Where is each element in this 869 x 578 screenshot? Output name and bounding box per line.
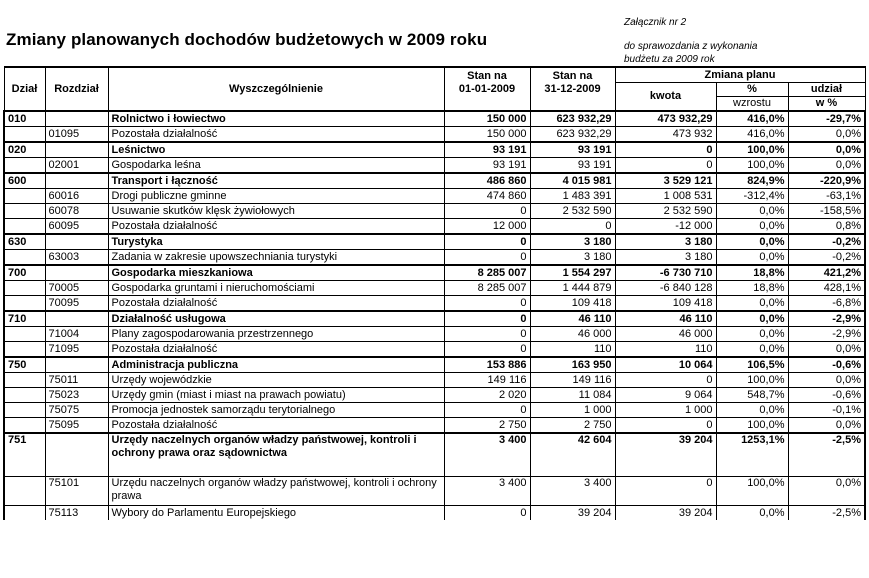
table-row bbox=[4, 234, 865, 250]
cell-wzrost: 0,0% bbox=[716, 204, 788, 219]
cell-udzial: -0,6% bbox=[788, 357, 865, 373]
header-stan-1 bbox=[444, 67, 530, 111]
cell-name: Pozostała działalność bbox=[108, 418, 444, 434]
annex-note bbox=[624, 16, 757, 66]
cell-wzrost: 100,0% bbox=[716, 158, 788, 174]
cell-kwota: -6 730 710 bbox=[615, 265, 716, 281]
cell-rozdzial: 60016 bbox=[45, 189, 108, 204]
cell-wzrost: 416,0% bbox=[716, 127, 788, 143]
cell-rozdzial bbox=[45, 357, 108, 373]
cell-kwota: 3 180 bbox=[615, 250, 716, 266]
cell-stan-2: 110 bbox=[530, 342, 615, 358]
table-row bbox=[4, 219, 865, 235]
cell-stan-1: 0 bbox=[444, 311, 530, 327]
table-row bbox=[4, 506, 865, 521]
cell-udzial: 0,0% bbox=[788, 342, 865, 358]
cell-udzial: 0,0% bbox=[788, 477, 865, 506]
cell-dzial bbox=[4, 388, 45, 403]
cell-dzial bbox=[4, 342, 45, 358]
cell-wzrost: 0,0% bbox=[716, 342, 788, 358]
table-row bbox=[4, 357, 865, 373]
header-stan-1-label: Stan na bbox=[467, 70, 507, 82]
table-row bbox=[4, 142, 865, 158]
cell-stan-2: 2 532 590 bbox=[530, 204, 615, 219]
cell-name: Pozostała działalność bbox=[108, 296, 444, 312]
header-zmiana-planu: Zmiana planu bbox=[615, 67, 865, 83]
cell-kwota: 0 bbox=[615, 142, 716, 158]
cell-dzial: 020 bbox=[4, 142, 45, 158]
cell-kwota: 39 204 bbox=[615, 433, 716, 477]
cell-wzrost: 106,5% bbox=[716, 357, 788, 373]
cell-kwota: 473 932 bbox=[615, 127, 716, 143]
cell-wzrost: 100,0% bbox=[716, 373, 788, 388]
cell-kwota: 0 bbox=[615, 418, 716, 434]
cell-udzial: -0,2% bbox=[788, 250, 865, 266]
cell-rozdzial: 75023 bbox=[45, 388, 108, 403]
table-row bbox=[4, 189, 865, 204]
cell-rozdzial bbox=[45, 234, 108, 250]
cell-udzial: 0,0% bbox=[788, 158, 865, 174]
table-row bbox=[4, 388, 865, 403]
cell-name: Drogi publiczne gminne bbox=[108, 189, 444, 204]
cell-udzial: -2,5% bbox=[788, 433, 865, 477]
cell-dzial bbox=[4, 189, 45, 204]
annex-line-1: Załącznik nr 2 bbox=[624, 17, 687, 28]
cell-wzrost: 0,0% bbox=[716, 506, 788, 521]
cell-stan-2: 1 000 bbox=[530, 403, 615, 418]
cell-kwota: 9 064 bbox=[615, 388, 716, 403]
cell-stan-1: 474 860 bbox=[444, 189, 530, 204]
cell-stan-1: 150 000 bbox=[444, 111, 530, 127]
cell-name: Usuwanie skutków klęsk żywiołowych bbox=[108, 204, 444, 219]
cell-wzrost: 0,0% bbox=[716, 250, 788, 266]
cell-udzial: -6,8% bbox=[788, 296, 865, 312]
table-row bbox=[4, 204, 865, 219]
cell-udzial: 0,0% bbox=[788, 373, 865, 388]
cell-dzial: 630 bbox=[4, 234, 45, 250]
cell-name: Urzędu naczelnych organów władzy państwowej, kontroli i ochrony prawa bbox=[108, 477, 444, 506]
header-stan-2 bbox=[530, 67, 615, 111]
table-row bbox=[4, 373, 865, 388]
cell-rozdzial: 70095 bbox=[45, 296, 108, 312]
table-row bbox=[4, 433, 865, 477]
cell-name: Promocja jednostek samorządu terytorialnego bbox=[108, 403, 444, 418]
cell-dzial: 710 bbox=[4, 311, 45, 327]
cell-stan-2: 109 418 bbox=[530, 296, 615, 312]
table-row bbox=[4, 173, 865, 189]
cell-stan-1: 93 191 bbox=[444, 158, 530, 174]
table-row bbox=[4, 403, 865, 418]
cell-kwota: 39 204 bbox=[615, 506, 716, 521]
header-rozdzial: Rozdział bbox=[45, 67, 108, 111]
cell-wzrost: 18,8% bbox=[716, 281, 788, 296]
cell-rozdzial: 60078 bbox=[45, 204, 108, 219]
cell-stan-1: 3 400 bbox=[444, 477, 530, 506]
cell-dzial bbox=[4, 127, 45, 143]
cell-dzial bbox=[4, 250, 45, 266]
cell-dzial bbox=[4, 373, 45, 388]
cell-rozdzial: 71095 bbox=[45, 342, 108, 358]
cell-name: Urzędy wojewódzkie bbox=[108, 373, 444, 388]
cell-udzial: -2,9% bbox=[788, 327, 865, 342]
cell-name: Działalność usługowa bbox=[108, 311, 444, 327]
cell-udzial: 0,0% bbox=[788, 418, 865, 434]
cell-rozdzial bbox=[45, 142, 108, 158]
cell-kwota: 0 bbox=[615, 373, 716, 388]
budget-table bbox=[3, 66, 866, 520]
table-row bbox=[4, 418, 865, 434]
cell-rozdzial bbox=[45, 111, 108, 127]
cell-stan-2: 46 110 bbox=[530, 311, 615, 327]
cell-udzial: -158,5% bbox=[788, 204, 865, 219]
cell-wzrost: 0,0% bbox=[716, 296, 788, 312]
table-row bbox=[4, 158, 865, 174]
header-kwota: kwota bbox=[615, 83, 716, 112]
cell-name: Urzędy naczelnych organów władzy państwowej, kontroli i ochrony prawa oraz sądownictwa bbox=[108, 433, 444, 477]
cell-name: Gospodarka mieszkaniowa bbox=[108, 265, 444, 281]
cell-rozdzial bbox=[45, 173, 108, 189]
cell-wzrost: 100,0% bbox=[716, 418, 788, 434]
cell-dzial bbox=[4, 296, 45, 312]
cell-name: Urzędy gmin (miast i miast na prawach powiatu) bbox=[108, 388, 444, 403]
header-wzrostu: wzrostu bbox=[716, 97, 788, 112]
cell-stan-1: 3 400 bbox=[444, 433, 530, 477]
cell-wzrost: 100,0% bbox=[716, 142, 788, 158]
cell-stan-2: 93 191 bbox=[530, 158, 615, 174]
cell-rozdzial: 01095 bbox=[45, 127, 108, 143]
cell-kwota: -6 840 128 bbox=[615, 281, 716, 296]
cell-stan-2: 42 604 bbox=[530, 433, 615, 477]
cell-dzial bbox=[4, 418, 45, 434]
table-row bbox=[4, 477, 865, 506]
cell-udzial: 0,0% bbox=[788, 142, 865, 158]
cell-dzial bbox=[4, 506, 45, 521]
cell-wzrost: 416,0% bbox=[716, 111, 788, 127]
cell-stan-1: 153 886 bbox=[444, 357, 530, 373]
cell-stan-1: 0 bbox=[444, 327, 530, 342]
cell-stan-1: 93 191 bbox=[444, 142, 530, 158]
cell-name: Administracja publiczna bbox=[108, 357, 444, 373]
cell-stan-1: 2 020 bbox=[444, 388, 530, 403]
cell-dzial: 010 bbox=[4, 111, 45, 127]
cell-name: Gospodarka gruntami i nieruchomościami bbox=[108, 281, 444, 296]
cell-stan-2: 46 000 bbox=[530, 327, 615, 342]
cell-name: Wybory do Parlamentu Europejskiego bbox=[108, 506, 444, 521]
cell-stan-2: 163 950 bbox=[530, 357, 615, 373]
cell-stan-2: 93 191 bbox=[530, 142, 615, 158]
cell-dzial bbox=[4, 219, 45, 235]
cell-kwota: 2 532 590 bbox=[615, 204, 716, 219]
cell-rozdzial bbox=[45, 433, 108, 477]
cell-rozdzial bbox=[45, 265, 108, 281]
cell-name: Pozostała działalność bbox=[108, 342, 444, 358]
cell-stan-2: 1 444 879 bbox=[530, 281, 615, 296]
cell-name: Gospodarka leśna bbox=[108, 158, 444, 174]
cell-udzial: 0,0% bbox=[788, 127, 865, 143]
cell-stan-2: 2 750 bbox=[530, 418, 615, 434]
header-stan-1-date: 01-01-2009 bbox=[458, 83, 516, 95]
table-row bbox=[4, 265, 865, 281]
cell-udzial: -2,9% bbox=[788, 311, 865, 327]
cell-kwota: 109 418 bbox=[615, 296, 716, 312]
cell-name: Pozostała działalność bbox=[108, 127, 444, 143]
cell-kwota: 1 000 bbox=[615, 403, 716, 418]
header-wyszczegolnienie: Wyszczególnienie bbox=[108, 67, 444, 111]
cell-rozdzial: 75101 bbox=[45, 477, 108, 506]
cell-name: Leśnictwo bbox=[108, 142, 444, 158]
cell-udzial: 0,8% bbox=[788, 219, 865, 235]
cell-rozdzial: 02001 bbox=[45, 158, 108, 174]
cell-name: Transport i łączność bbox=[108, 173, 444, 189]
table-row bbox=[4, 111, 865, 127]
cell-stan-1: 0 bbox=[444, 250, 530, 266]
cell-name: Plany zagospodarowania przestrzennego bbox=[108, 327, 444, 342]
cell-stan-1: 0 bbox=[444, 296, 530, 312]
cell-name: Turystyka bbox=[108, 234, 444, 250]
cell-kwota: -12 000 bbox=[615, 219, 716, 235]
table-body bbox=[4, 111, 865, 520]
header-stan-2-label: Stan na bbox=[552, 70, 593, 82]
cell-stan-2: 11 084 bbox=[530, 388, 615, 403]
cell-rozdzial: 75075 bbox=[45, 403, 108, 418]
cell-dzial bbox=[4, 327, 45, 342]
cell-kwota: 10 064 bbox=[615, 357, 716, 373]
table-row bbox=[4, 342, 865, 358]
cell-stan-1: 2 750 bbox=[444, 418, 530, 434]
cell-stan-2: 623 932,29 bbox=[530, 127, 615, 143]
cell-rozdzial: 75113 bbox=[45, 506, 108, 521]
cell-stan-2: 3 180 bbox=[530, 234, 615, 250]
cell-wzrost: 0,0% bbox=[716, 311, 788, 327]
cell-kwota: 0 bbox=[615, 158, 716, 174]
cell-kwota: 473 932,29 bbox=[615, 111, 716, 127]
cell-stan-2: 39 204 bbox=[530, 506, 615, 521]
cell-name: Rolnictwo i łowiectwo bbox=[108, 111, 444, 127]
cell-rozdzial: 75011 bbox=[45, 373, 108, 388]
cell-stan-2: 1 483 391 bbox=[530, 189, 615, 204]
cell-dzial bbox=[4, 403, 45, 418]
cell-udzial: -220,9% bbox=[788, 173, 865, 189]
cell-rozdzial bbox=[45, 311, 108, 327]
cell-dzial: 600 bbox=[4, 173, 45, 189]
cell-stan-1: 150 000 bbox=[444, 127, 530, 143]
cell-udzial: -0,2% bbox=[788, 234, 865, 250]
cell-wzrost: 548,7% bbox=[716, 388, 788, 403]
cell-stan-1: 12 000 bbox=[444, 219, 530, 235]
cell-stan-1: 0 bbox=[444, 204, 530, 219]
cell-stan-2: 149 116 bbox=[530, 373, 615, 388]
annex-line-2: do sprawozdania z wykonania bbox=[624, 41, 758, 52]
cell-kwota: 0 bbox=[615, 477, 716, 506]
cell-udzial: 428,1% bbox=[788, 281, 865, 296]
cell-kwota: 46 000 bbox=[615, 327, 716, 342]
header-w-pct: w % bbox=[788, 97, 865, 112]
cell-rozdzial: 70005 bbox=[45, 281, 108, 296]
cell-rozdzial: 75095 bbox=[45, 418, 108, 434]
cell-dzial bbox=[4, 158, 45, 174]
cell-wzrost: 0,0% bbox=[716, 234, 788, 250]
cell-dzial bbox=[4, 204, 45, 219]
table-row bbox=[4, 250, 865, 266]
cell-dzial: 700 bbox=[4, 265, 45, 281]
annex-line-3: budżetu za 2009 rok bbox=[624, 54, 715, 65]
table-row bbox=[4, 296, 865, 312]
cell-stan-1: 149 116 bbox=[444, 373, 530, 388]
cell-stan-1: 486 860 bbox=[444, 173, 530, 189]
cell-stan-2: 4 015 981 bbox=[530, 173, 615, 189]
cell-udzial: -2,5% bbox=[788, 506, 865, 521]
header-dzial: Dział bbox=[4, 67, 45, 111]
cell-wzrost: 100,0% bbox=[716, 477, 788, 506]
cell-udzial: -63,1% bbox=[788, 189, 865, 204]
cell-name: Zadania w zakresie upowszechniania turystyki bbox=[108, 250, 444, 266]
cell-stan-1: 0 bbox=[444, 234, 530, 250]
cell-stan-2: 623 932,29 bbox=[530, 111, 615, 127]
cell-udzial: -0,1% bbox=[788, 403, 865, 418]
header-stan-2-date: 31-12-2009 bbox=[544, 83, 601, 95]
cell-stan-2: 3 180 bbox=[530, 250, 615, 266]
table-row bbox=[4, 127, 865, 143]
cell-udzial: -0,6% bbox=[788, 388, 865, 403]
cell-kwota: 110 bbox=[615, 342, 716, 358]
cell-dzial: 751 bbox=[4, 433, 45, 477]
header-pct: % bbox=[716, 83, 788, 97]
cell-rozdzial: 60095 bbox=[45, 219, 108, 235]
table-row bbox=[4, 327, 865, 342]
cell-dzial bbox=[4, 477, 45, 506]
cell-rozdzial: 71004 bbox=[45, 327, 108, 342]
cell-dzial bbox=[4, 281, 45, 296]
cell-wzrost: 18,8% bbox=[716, 265, 788, 281]
cell-stan-1: 0 bbox=[444, 403, 530, 418]
cell-wzrost: 0,0% bbox=[716, 327, 788, 342]
table-row bbox=[4, 281, 865, 296]
cell-stan-2: 0 bbox=[530, 219, 615, 235]
table-row bbox=[4, 311, 865, 327]
cell-wzrost: 0,0% bbox=[716, 403, 788, 418]
cell-kwota: 1 008 531 bbox=[615, 189, 716, 204]
cell-udzial: -29,7% bbox=[788, 111, 865, 127]
cell-name: Pozostała działalność bbox=[108, 219, 444, 235]
cell-stan-1: 8 285 007 bbox=[444, 281, 530, 296]
cell-rozdzial: 63003 bbox=[45, 250, 108, 266]
cell-kwota: 46 110 bbox=[615, 311, 716, 327]
header-udzial: udział bbox=[788, 83, 865, 97]
page-title: Zmiany planowanych dochodów budżetowych w 2009 roku bbox=[6, 30, 488, 49]
cell-stan-1: 8 285 007 bbox=[444, 265, 530, 281]
cell-wzrost: -312,4% bbox=[716, 189, 788, 204]
cell-stan-2: 1 554 297 bbox=[530, 265, 615, 281]
cell-wzrost: 1253,1% bbox=[716, 433, 788, 477]
cell-stan-1: 0 bbox=[444, 342, 530, 358]
cell-stan-2: 3 400 bbox=[530, 477, 615, 506]
cell-wzrost: 0,0% bbox=[716, 219, 788, 235]
cell-dzial: 750 bbox=[4, 357, 45, 373]
cell-kwota: 3 529 121 bbox=[615, 173, 716, 189]
cell-stan-1: 0 bbox=[444, 506, 530, 521]
cell-wzrost: 824,9% bbox=[716, 173, 788, 189]
cell-udzial: 421,2% bbox=[788, 265, 865, 281]
cell-kwota: 3 180 bbox=[615, 234, 716, 250]
